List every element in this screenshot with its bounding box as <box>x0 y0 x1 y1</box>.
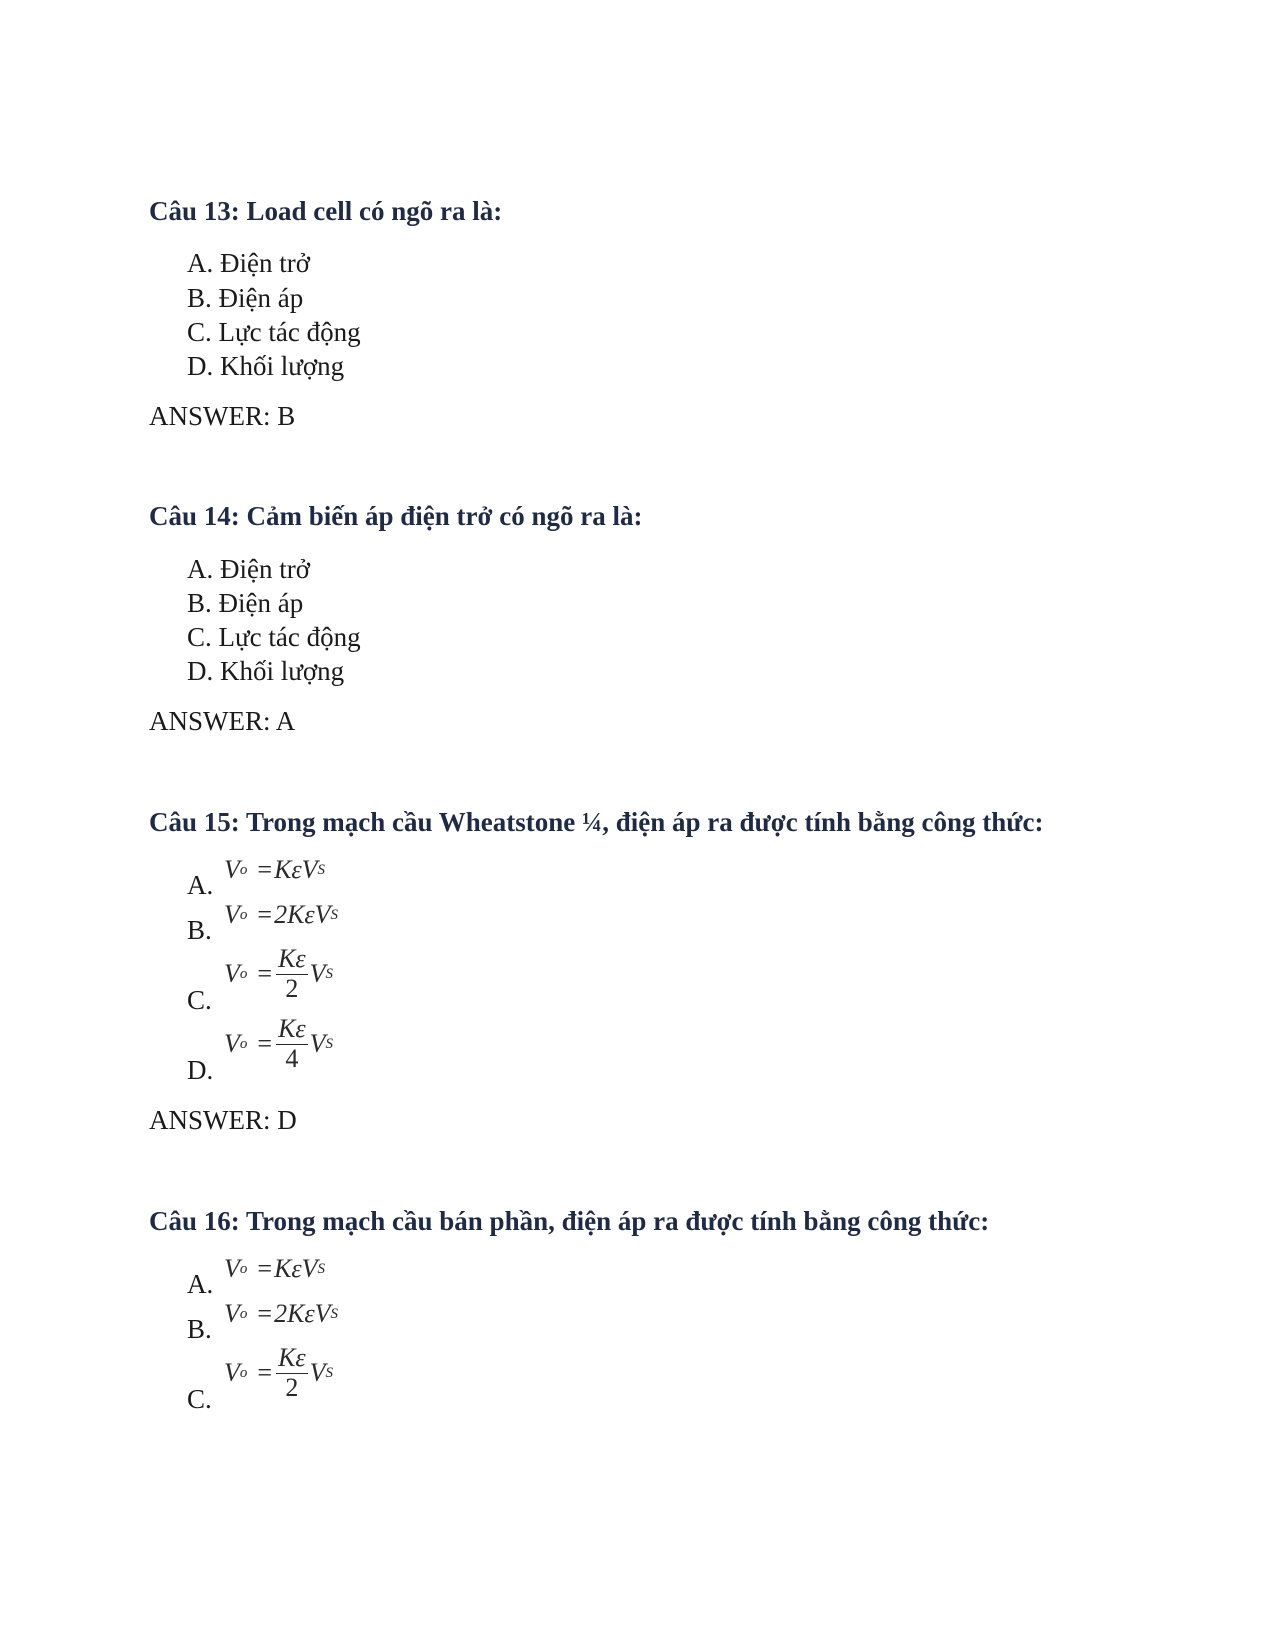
q16-option-c-formula: V o = $\frac{K\varepsilon}{2}$ V S <box>224 1343 334 1402</box>
q15-option-a-label: A. <box>187 870 214 900</box>
q15-option-b-label: B. <box>187 915 212 945</box>
q16-option-a-label: A. <box>187 1269 214 1299</box>
q15-answer: ANSWER: D <box>149 1105 297 1135</box>
q13-option-b: B. Điện áp <box>187 283 304 313</box>
q14-option-a: A. Điện trở <box>187 554 311 584</box>
q16-option-b-formula: V o = 2Kε V S <box>224 1299 339 1328</box>
q16-option-b-label: B. <box>187 1314 212 1344</box>
fraction: $\frac{K\varepsilon}{2}$ <box>278 944 306 1003</box>
q14-option-b: B. Điện áp <box>187 588 304 618</box>
fraction: $\frac{K\varepsilon}{4}$ <box>278 1014 306 1073</box>
q15-option-c-label: C. <box>187 985 212 1015</box>
question-15-title: Câu 15: Trong mạch cầu Wheatstone ¼, điện áp ra được tính bằng công thức: <box>149 807 1044 837</box>
q14-option-d: D. Khối lượng <box>187 656 345 686</box>
q14-option-c: C. Lực tác động <box>187 622 361 652</box>
q15-option-a-formula: V o = Kε V S <box>224 855 326 884</box>
q15-option-c-formula: V o = $\frac{K\varepsilon}{2}$ V S <box>224 944 334 1003</box>
q15-option-b-formula: V o = 2Kε V S <box>224 900 339 929</box>
fraction: $\frac{K\varepsilon}{2}$ <box>278 1343 306 1402</box>
q16-option-a-formula: V o = Kε V S <box>224 1254 326 1283</box>
q13-option-a: A. Điện trở <box>187 248 311 278</box>
q15-option-d-label: D. <box>187 1055 214 1085</box>
q14-answer: ANSWER: A <box>149 706 296 736</box>
question-13-title: Câu 13: Load cell có ngõ ra là: <box>149 196 503 226</box>
q13-option-d: D. Khối lượng <box>187 351 345 381</box>
question-16-title: Câu 16: Trong mạch cầu bán phần, điện áp ra được tính bằng công thức: <box>149 1206 990 1236</box>
q16-option-c-label: C. <box>187 1384 212 1414</box>
q15-option-d-formula: V o = $\frac{K\varepsilon}{4}$ V S <box>224 1014 334 1073</box>
q13-answer: ANSWER: B <box>149 401 296 431</box>
question-14-title: Câu 14: Cảm biến áp điện trở có ngõ ra là: <box>149 501 643 531</box>
q13-option-c: C. Lực tác động <box>187 317 361 347</box>
